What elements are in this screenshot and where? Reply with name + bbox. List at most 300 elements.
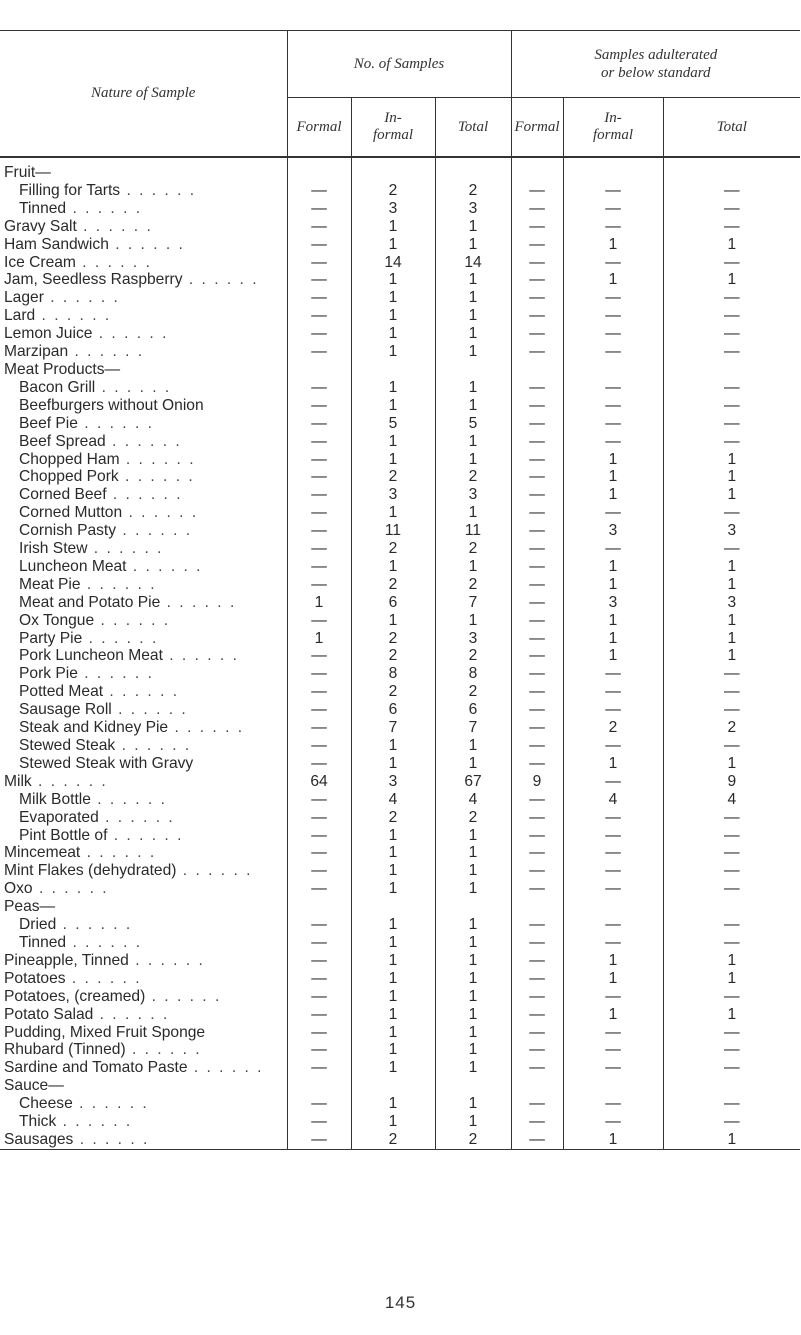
table-row xyxy=(0,325,800,343)
leader-dots: . . . . . . xyxy=(72,1095,149,1113)
leader-dots: . . . . . . xyxy=(126,557,203,575)
cell-total: 2 xyxy=(435,182,511,200)
cell-informal: 1 xyxy=(351,612,435,630)
cell-adulterated-total: 4 xyxy=(663,791,800,809)
cell-adulterated-formal: — xyxy=(511,862,563,880)
leader-dots: . . . . . . xyxy=(68,343,145,361)
cell-adulterated-total: — xyxy=(663,988,800,1006)
cell-adulterated-formal: — xyxy=(511,1041,563,1059)
informal-line2: formal xyxy=(372,127,413,143)
cell-adulterated-total: — xyxy=(663,1024,800,1042)
cell-adulterated-formal: — xyxy=(511,1095,563,1113)
cell-total: 1 xyxy=(435,1041,511,1059)
cell-adulterated-formal: — xyxy=(511,1131,563,1149)
cell-adulterated-total: 1 xyxy=(663,630,800,648)
leader-dots: . . . . . . xyxy=(116,522,193,540)
leader-dots: . . . . . . xyxy=(56,1113,133,1131)
cell-adulterated-total: — xyxy=(663,809,800,827)
table-row xyxy=(0,540,800,558)
sample-name: Sausages . . . . . . xyxy=(0,1131,287,1149)
cell-adulterated-informal: 1 xyxy=(563,576,663,594)
leader-dots: . . . . . . xyxy=(125,1041,202,1059)
cell-formal xyxy=(287,1077,351,1095)
cell-informal: 1 xyxy=(351,1024,435,1042)
informal-line2: formal xyxy=(593,127,634,143)
cell-informal: 2 xyxy=(351,576,435,594)
cell-adulterated-informal: — xyxy=(563,665,663,683)
cell-total: 2 xyxy=(435,683,511,701)
cell-adulterated-informal xyxy=(563,157,663,182)
cell-informal: 1 xyxy=(351,433,435,451)
cell-informal: 1 xyxy=(351,916,435,934)
table-row xyxy=(0,451,800,469)
cell-total: 2 xyxy=(435,468,511,486)
cell-adulterated-informal: — xyxy=(563,504,663,522)
cell-adulterated-total: 3 xyxy=(663,522,800,540)
leader-dots: . . . . . . xyxy=(94,611,171,629)
table-row xyxy=(0,1077,800,1095)
leader-dots: . . . . . . xyxy=(107,826,184,844)
cell-adulterated-informal: — xyxy=(563,415,663,433)
cell-formal: — xyxy=(287,880,351,898)
cell-informal: 3 xyxy=(351,200,435,218)
sample-name: Beef Pie . . . . . . xyxy=(19,414,154,432)
cell-adulterated-total: 1 xyxy=(663,486,800,504)
cell-adulterated-formal: — xyxy=(511,415,563,433)
sample-name: Fruit— xyxy=(4,164,51,181)
sample-name: Cornish Pasty . . . . . . xyxy=(19,522,193,540)
cell-formal: — xyxy=(287,809,351,827)
cell-adulterated-informal: 1 xyxy=(563,647,663,665)
cell-adulterated-informal: 1 xyxy=(563,1006,663,1024)
table-row xyxy=(0,880,800,898)
cell-total: 1 xyxy=(435,988,511,1006)
cell-adulterated-informal: 1 xyxy=(563,952,663,970)
cell-adulterated-formal: — xyxy=(511,916,563,934)
cell-adulterated-informal: — xyxy=(563,737,663,755)
cell-adulterated-formal: — xyxy=(511,719,563,737)
cell-informal: 1 xyxy=(351,970,435,988)
sample-name: Pork Luncheon Meat . . . . . . xyxy=(19,647,239,665)
cell-informal: 2 xyxy=(351,683,435,701)
informal-line1: In- xyxy=(604,110,622,126)
leader-dots: . . . . . . xyxy=(43,289,120,307)
cell-informal: 3 xyxy=(351,486,435,504)
cell-adulterated-total: — xyxy=(663,862,800,880)
leader-dots: . . . . . . xyxy=(120,181,197,199)
cell-adulterated-formal: — xyxy=(511,218,563,236)
sample-name: Ham Sandwich . . . . . . xyxy=(4,235,185,253)
cell-formal: — xyxy=(287,218,351,236)
sample-name: Chopped Pork . . . . . . xyxy=(19,468,195,486)
leader-dots: . . . . . . xyxy=(105,432,182,450)
cell-adulterated-informal: — xyxy=(563,880,663,898)
sample-name: Potatoes, (creamed) . . . . . . xyxy=(4,987,222,1005)
cell-formal: — xyxy=(287,827,351,845)
cell-formal: — xyxy=(287,1095,351,1113)
sample-name: Corned Mutton . . . . . . xyxy=(19,504,199,522)
sample-name: Oxo . . . . . . xyxy=(4,880,109,898)
sample-name: Cheese . . . . . . xyxy=(19,1095,149,1113)
cell-adulterated-total: 1 xyxy=(663,576,800,594)
cell-adulterated-formal: — xyxy=(511,576,563,594)
sample-name: Rhubard (Tinned) . . . . . . xyxy=(4,1041,202,1059)
cell-adulterated-total xyxy=(663,361,800,379)
leader-dots: . . . . . . xyxy=(122,504,199,522)
cell-adulterated-total: — xyxy=(663,1095,800,1113)
sample-name: Mincemeat . . . . . . xyxy=(4,844,157,862)
cell-adulterated-formal: — xyxy=(511,182,563,200)
cell-formal: — xyxy=(287,200,351,218)
group-header-adulterated-line2: or below standard xyxy=(601,65,711,81)
cell-adulterated-total xyxy=(663,1077,800,1095)
cell-informal: 7 xyxy=(351,719,435,737)
cell-informal: 1 xyxy=(351,379,435,397)
sample-name: Irish Stew . . . . . . xyxy=(19,540,164,558)
leader-dots: . . . . . . xyxy=(76,217,153,235)
cell-adulterated-formal: — xyxy=(511,558,563,576)
table-row xyxy=(0,289,800,307)
cell-formal: — xyxy=(287,271,351,289)
sample-name: Ox Tongue . . . . . . xyxy=(19,611,171,629)
sample-name: Gravy Salt . . . . . . xyxy=(4,217,153,235)
cell-total: 3 xyxy=(435,200,511,218)
cell-formal xyxy=(287,157,351,182)
table-row xyxy=(0,683,800,701)
cell-adulterated-formal: — xyxy=(511,1113,563,1131)
table-row xyxy=(0,827,800,845)
group-header-samples: No. of Samples xyxy=(287,31,511,98)
leader-dots: . . . . . . xyxy=(75,253,152,271)
cell-adulterated-informal: — xyxy=(563,540,663,558)
table-row xyxy=(0,791,800,809)
cell-adulterated-informal: 1 xyxy=(563,755,663,773)
cell-informal: 2 xyxy=(351,630,435,648)
cell-total: 1 xyxy=(435,379,511,397)
cell-total: 4 xyxy=(435,791,511,809)
cell-formal: — xyxy=(287,433,351,451)
cell-total xyxy=(435,361,511,379)
cell-adulterated-informal: — xyxy=(563,1095,663,1113)
cell-adulterated-informal: — xyxy=(563,218,663,236)
cell-formal: — xyxy=(287,415,351,433)
cell-adulterated-informal: 1 xyxy=(563,468,663,486)
cell-adulterated-total: — xyxy=(663,1059,800,1077)
cell-total: 1 xyxy=(435,343,511,361)
cell-total: 2 xyxy=(435,576,511,594)
cell-adulterated-formal: — xyxy=(511,612,563,630)
table-row xyxy=(0,934,800,952)
cell-total: 1 xyxy=(435,862,511,880)
sample-name: Bacon Grill . . . . . . xyxy=(19,378,172,396)
cell-adulterated-informal: — xyxy=(563,701,663,719)
cell-total: 1 xyxy=(435,451,511,469)
sample-name: Stewed Steak . . . . . . xyxy=(19,737,192,754)
cell-total: 1 xyxy=(435,1006,511,1024)
cell-adulterated-formal: — xyxy=(511,468,563,486)
table-row xyxy=(0,1041,800,1059)
cell-formal: — xyxy=(287,647,351,665)
cell-total: 1 xyxy=(435,325,511,343)
cell-adulterated-formal: — xyxy=(511,952,563,970)
table-row xyxy=(0,701,800,719)
column-header-formal: Formal xyxy=(287,98,351,158)
sample-name: Pudding, Mixed Fruit Sponge xyxy=(4,1023,206,1041)
cell-adulterated-informal xyxy=(563,361,663,379)
cell-adulterated-total: 1 xyxy=(663,970,800,988)
table-row xyxy=(0,415,800,433)
cell-adulterated-total: 1 xyxy=(663,612,800,630)
leader-dots: . . . . . . xyxy=(80,575,157,593)
cell-adulterated-total: 1 xyxy=(663,236,800,254)
cell-total: 1 xyxy=(435,558,511,576)
cell-adulterated-informal xyxy=(563,1077,663,1095)
cell-total: 1 xyxy=(435,844,511,862)
sample-name: Tinned . . . . . . xyxy=(19,199,143,217)
sample-name: Meat and Potato Pie . . . . . . xyxy=(19,593,237,611)
cell-adulterated-total: — xyxy=(663,916,800,934)
cell-adulterated-total: 1 xyxy=(663,952,800,970)
cell-adulterated-formal: — xyxy=(511,397,563,415)
leader-dots: . . . . . . xyxy=(93,1005,170,1023)
cell-informal: 1 xyxy=(351,558,435,576)
leader-dots: . . . . . . xyxy=(87,540,164,558)
sample-name: Dried . . . . . . xyxy=(19,916,133,934)
cell-informal: 4 xyxy=(351,791,435,809)
cell-adulterated-informal: 1 xyxy=(563,970,663,988)
column-header-adulterated-informal xyxy=(563,98,663,158)
cell-adulterated-total: 1 xyxy=(663,451,800,469)
table-row xyxy=(0,988,800,1006)
cell-adulterated-formal: — xyxy=(511,343,563,361)
sample-name: Beefburgers without Onion xyxy=(19,396,204,414)
cell-informal: 1 xyxy=(351,952,435,970)
cell-formal: — xyxy=(287,1041,351,1059)
cell-adulterated-formal: — xyxy=(511,522,563,540)
cell-adulterated-formal: — xyxy=(511,1006,563,1024)
cell-adulterated-informal: — xyxy=(563,289,663,307)
cell-formal: — xyxy=(287,522,351,540)
cell-total: 1 xyxy=(435,271,511,289)
sample-name: Jam, Seedless Raspberry . . . . . . xyxy=(4,271,259,289)
cell-informal: 1 xyxy=(351,271,435,289)
table-row xyxy=(0,1131,800,1149)
cell-adulterated-informal: — xyxy=(563,397,663,415)
cell-informal: 2 xyxy=(351,809,435,827)
sample-name: Meat Pie . . . . . . xyxy=(19,575,157,593)
cell-adulterated-informal: — xyxy=(563,1024,663,1042)
sample-name: Tinned . . . . . . xyxy=(19,933,143,951)
cell-adulterated-formal: — xyxy=(511,289,563,307)
cell-informal: 1 xyxy=(351,880,435,898)
cell-adulterated-formal: — xyxy=(511,1059,563,1077)
leader-dots: . . . . . . xyxy=(66,199,143,217)
cell-informal: 14 xyxy=(351,254,435,272)
cell-formal: — xyxy=(287,504,351,522)
cell-adulterated-total: — xyxy=(663,665,800,683)
sample-name: Lemon Juice . . . . . . xyxy=(4,325,169,343)
cell-formal: — xyxy=(287,719,351,737)
cell-total: 1 xyxy=(435,504,511,522)
cell-adulterated-formal: — xyxy=(511,809,563,827)
table-row xyxy=(0,218,800,236)
cell-adulterated-informal: — xyxy=(563,988,663,1006)
leader-dots: . . . . . . xyxy=(182,271,259,289)
leader-dots: . . . . . . xyxy=(95,378,172,396)
table-row xyxy=(0,630,800,648)
cell-adulterated-informal: — xyxy=(563,379,663,397)
cell-total: 5 xyxy=(435,415,511,433)
cell-adulterated-formal: — xyxy=(511,988,563,1006)
cell-total: 8 xyxy=(435,665,511,683)
sample-name: Meat Products— xyxy=(4,360,121,378)
sample-name: Evaporated . . . . . . xyxy=(19,808,175,826)
cell-informal: 5 xyxy=(351,415,435,433)
cell-formal: — xyxy=(287,254,351,272)
sample-name: Lager . . . . . . xyxy=(4,289,120,307)
leader-dots: . . . . . . xyxy=(35,307,112,325)
cell-informal: 2 xyxy=(351,647,435,665)
column-header-adulterated-total: Total xyxy=(663,98,800,158)
cell-adulterated-informal: — xyxy=(563,254,663,272)
cell-formal: — xyxy=(287,558,351,576)
cell-total: 1 xyxy=(435,1059,511,1077)
leader-dots: . . . . . . xyxy=(92,325,169,343)
cell-formal: — xyxy=(287,540,351,558)
table-row xyxy=(0,665,800,683)
cell-adulterated-informal: — xyxy=(563,182,663,200)
cell-adulterated-formal: — xyxy=(511,880,563,898)
leader-dots: . . . . . . xyxy=(108,235,185,253)
table-row xyxy=(0,952,800,970)
cell-informal: 1 xyxy=(351,737,435,755)
table-row xyxy=(0,379,800,397)
sample-name: Stewed Steak with Gravy xyxy=(19,754,194,772)
cell-adulterated-formal: — xyxy=(511,200,563,218)
table-row xyxy=(0,397,800,415)
cell-informal: 1 xyxy=(351,343,435,361)
cell-total: 7 xyxy=(435,594,511,612)
cell-formal: 1 xyxy=(287,594,351,612)
cell-adulterated-formal: — xyxy=(511,540,563,558)
cell-informal: 2 xyxy=(351,468,435,486)
sample-name: Sardine and Tomato Paste . . . . . . xyxy=(4,1059,264,1077)
cell-formal: — xyxy=(287,486,351,504)
cell-adulterated-formal: — xyxy=(511,451,563,469)
leader-dots: . . . . . . xyxy=(176,862,253,880)
cell-adulterated-total: — xyxy=(663,504,800,522)
cell-informal: 1 xyxy=(351,1041,435,1059)
cell-adulterated-informal: 1 xyxy=(563,236,663,254)
cell-adulterated-total: — xyxy=(663,379,800,397)
cell-total: 1 xyxy=(435,1095,511,1113)
cell-adulterated-formal: — xyxy=(511,827,563,845)
cell-formal: — xyxy=(287,307,351,325)
leader-dots: . . . . . . xyxy=(103,683,180,701)
cell-formal: — xyxy=(287,468,351,486)
cell-formal: — xyxy=(287,397,351,415)
cell-adulterated-informal: 1 xyxy=(563,486,663,504)
table-row xyxy=(0,558,800,576)
leader-dots: . . . . . . xyxy=(66,933,143,951)
cell-total: 7 xyxy=(435,719,511,737)
cell-adulterated-informal: — xyxy=(563,200,663,218)
cell-adulterated-formal xyxy=(511,1077,563,1095)
cell-adulterated-total: 3 xyxy=(663,594,800,612)
table-row xyxy=(0,719,800,737)
table-row xyxy=(0,254,800,272)
sample-name: Steak and Kidney Pie . . . . . . xyxy=(19,719,245,737)
cell-formal: — xyxy=(287,1113,351,1131)
cell-formal: — xyxy=(287,952,351,970)
cell-adulterated-total: — xyxy=(663,827,800,845)
leader-dots: . . . . . . xyxy=(80,844,157,862)
informal-line1: In- xyxy=(384,110,402,126)
cell-informal: 1 xyxy=(351,236,435,254)
cell-total: 2 xyxy=(435,809,511,827)
cell-total: 67 xyxy=(435,773,511,791)
cell-adulterated-formal: — xyxy=(511,1024,563,1042)
cell-informal: 2 xyxy=(351,540,435,558)
cell-formal: — xyxy=(287,862,351,880)
cell-total: 1 xyxy=(435,827,511,845)
table-row xyxy=(0,594,800,612)
cell-adulterated-informal: — xyxy=(563,862,663,880)
cell-adulterated-informal: — xyxy=(563,809,663,827)
cell-adulterated-formal: — xyxy=(511,791,563,809)
leader-dots: . . . . . . xyxy=(90,790,167,808)
cell-total: 14 xyxy=(435,254,511,272)
sample-name: Milk Bottle . . . . . . xyxy=(19,790,167,808)
cell-adulterated-formal: — xyxy=(511,325,563,343)
leader-dots: . . . . . . xyxy=(106,486,183,504)
sample-name: Filling for Tarts . . . . . . xyxy=(19,181,197,199)
cell-total xyxy=(435,1077,511,1095)
cell-adulterated-formal xyxy=(511,361,563,379)
cell-total: 11 xyxy=(435,522,511,540)
cell-total: 1 xyxy=(435,612,511,630)
leader-dots: . . . . . . xyxy=(168,719,245,737)
table-row xyxy=(0,433,800,451)
column-header-adulterated-formal: Formal xyxy=(511,98,563,158)
cell-informal: 1 xyxy=(351,755,435,773)
leader-dots: . . . . . . xyxy=(82,629,159,647)
cell-total: 3 xyxy=(435,486,511,504)
cell-total: 2 xyxy=(435,647,511,665)
table-row xyxy=(0,755,800,773)
cell-adulterated-total: — xyxy=(663,415,800,433)
leader-dots: . . . . . . xyxy=(65,969,142,987)
cell-adulterated-total: — xyxy=(663,880,800,898)
cell-adulterated-total: 1 xyxy=(663,558,800,576)
cell-adulterated-formal: — xyxy=(511,379,563,397)
cell-adulterated-total: — xyxy=(663,254,800,272)
cell-total: 1 xyxy=(435,1024,511,1042)
cell-adulterated-formal: — xyxy=(511,970,563,988)
cell-adulterated-total: 1 xyxy=(663,755,800,773)
cell-adulterated-total xyxy=(663,157,800,182)
cell-adulterated-total: 1 xyxy=(663,468,800,486)
cell-total: 3 xyxy=(435,630,511,648)
cell-informal: 1 xyxy=(351,325,435,343)
sample-name: Pork Pie . . . . . . xyxy=(19,665,154,683)
cell-adulterated-informal: — xyxy=(563,433,663,451)
cell-adulterated-total: — xyxy=(663,182,800,200)
table-row xyxy=(0,1113,800,1131)
sample-name: Sauce— xyxy=(4,1077,64,1095)
cell-formal: — xyxy=(287,1059,351,1077)
leader-dots: . . . . . . xyxy=(111,701,188,719)
